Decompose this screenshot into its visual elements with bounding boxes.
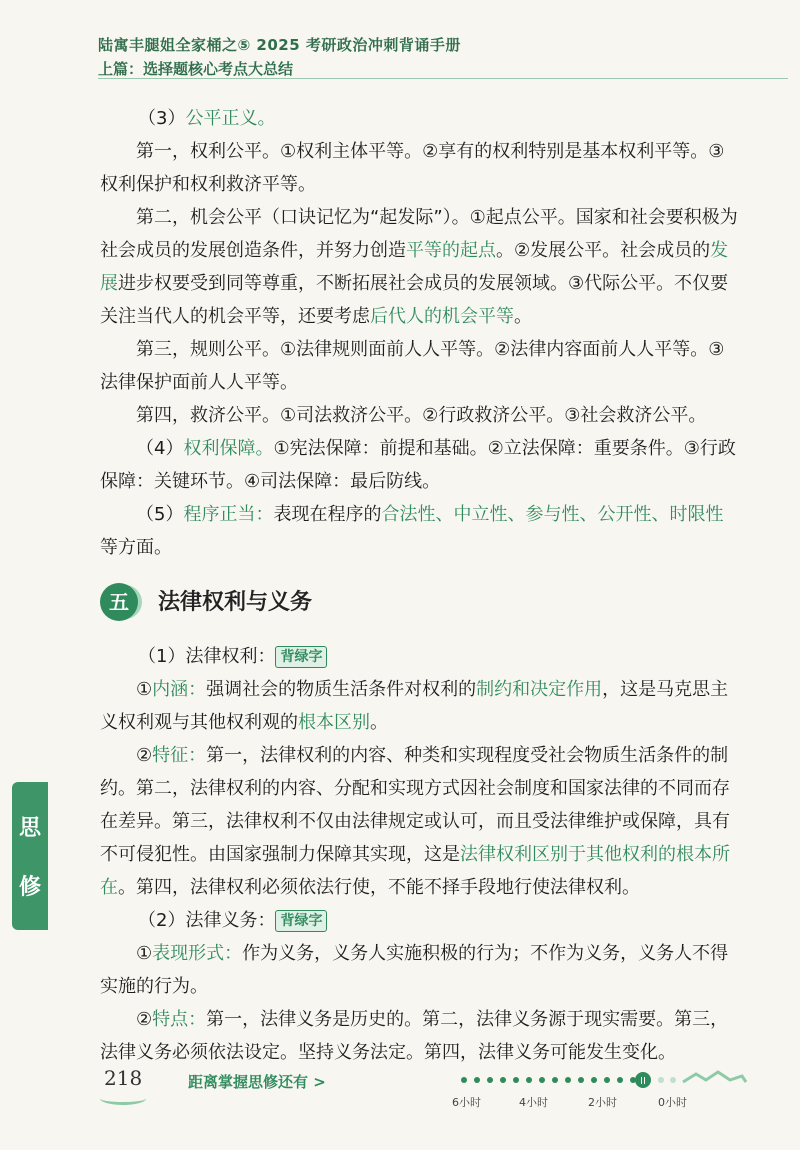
paragraph (100, 673, 740, 739)
page-number-swoosh (100, 1092, 146, 1105)
highlight: 特点： (152, 1009, 207, 1030)
highlight: 表现形式： (152, 943, 243, 964)
highlight: 后代人的机会平等 (370, 306, 514, 327)
item-3-heading (100, 102, 740, 135)
text: 作为义务，义务人实施积极的行为；不作为义务，义务人不得实施的行为。 (100, 943, 729, 997)
text: 表现在程序的 (273, 504, 382, 525)
subject-tab-char: 思 (18, 816, 41, 841)
subject-tab-char: 修 (18, 875, 41, 900)
progress-dots (461, 1077, 636, 1083)
progress-marker (635, 1072, 651, 1088)
text: 进步权要受到同等尊重，不断拓展社会成员的发展领域。③代际公平。不仅要关注当代人的机会平等，还要考虑 (100, 273, 729, 327)
highlight: 特征： (152, 745, 207, 766)
item-number: （4） (136, 438, 184, 459)
highlight: 合法性、中立性、参与性、公开性、时限性 (381, 504, 724, 525)
paragraph (100, 937, 740, 1003)
item-title: 程序正当： (183, 504, 274, 525)
page-body (100, 102, 740, 1069)
text: 。第四，法律权利必须依法行使，不能不择手段地行使法律权利。 (118, 877, 640, 898)
paragraph (100, 739, 740, 904)
item-title: 公平正义。 (185, 108, 276, 129)
highlight: 平等的起点 (406, 240, 496, 261)
mountain-icon (683, 1072, 746, 1082)
time-label: 0小时 (658, 1096, 687, 1109)
paragraph: 第一，权利公平。①权利主体平等。②享有的权利特别是基本权利平等。③权利保护和权利救济平等。 (100, 141, 725, 195)
memorize-tag: 背绿字 (275, 646, 327, 668)
time-label: 2小时 (588, 1096, 617, 1109)
chapter-title: 上篇：选择题核心考点大总结 (98, 60, 294, 78)
header-divider (98, 78, 788, 79)
subsection-label: （1）法律权利： (138, 646, 276, 667)
highlight: 发展 (100, 240, 729, 294)
book-title: 陆寓丰腿姐全家桶之⑤ 2025 考研政治冲刺背诵手册 (98, 36, 461, 54)
paragraph (100, 201, 740, 333)
remaining-dots (658, 1077, 676, 1083)
subsection-heading (100, 640, 740, 673)
highlight: 内涵： (152, 679, 207, 700)
item-4-paragraph (100, 432, 740, 498)
time-label: 4小时 (519, 1096, 548, 1109)
time-label: 6小时 (452, 1096, 481, 1109)
text: 等方面。 (100, 537, 172, 558)
text: 第二，机会公平（口诀记忆为“起发际”）。①起点公平。国家和社会要积极为社会成员的发展创造条件，并努力创造 (100, 207, 738, 261)
section-number-badge: 五 (100, 583, 138, 621)
subject-tab (12, 782, 48, 930)
section-heading (100, 582, 740, 622)
subsection-label: （2）法律义务： (138, 910, 276, 931)
progress-marker-label: II (640, 1076, 646, 1087)
text: 。 (370, 712, 388, 733)
page-number: 218 (104, 1066, 143, 1090)
text: 。 (514, 306, 532, 327)
text: ，这是马克思主义权利观与其他权利观的 (100, 679, 729, 733)
text: 第一，法律义务是历史的。第二，法律义务源于现实需要。第三，法律义务必须依法设定。坚持义务法定。第四，法律义务可能发生变化。 (100, 1009, 729, 1063)
text: ② (136, 1009, 153, 1030)
item-number: （3） (138, 108, 186, 129)
highlight: 法律权利区别于其他权利的根本所在 (100, 844, 730, 898)
text: ① (136, 679, 153, 700)
paragraph (100, 1003, 740, 1069)
memorize-tag: 背绿字 (275, 910, 327, 932)
progress-prompt: 距离掌握思修还有 > (188, 1073, 326, 1091)
item-title: 权利保障。 (183, 438, 274, 459)
paragraph: 第三，规则公平。①法律规则面前人人平等。②法律内容面前人人平等。③法律保护面前人人平等。 (100, 339, 725, 393)
paragraph: 第四，救济公平。①司法救济公平。②行政救济公平。③社会救济公平。 (136, 405, 707, 426)
item-5-paragraph (100, 498, 740, 564)
text: ② (136, 745, 153, 766)
text: 第一，法律权利的内容、种类和实现程度受社会物质生活条件的制约。第二，法律权利的内容、分配和实现方式因社会制度和国家法律的不同而存在差异。第三，法律权利不仅由法律规定或认可，而且受法律维护或保障，具有不可侵犯性。由国家强制力保障其实现，这是 (100, 745, 730, 865)
text: 。②发展公平。社会成员的 (496, 240, 711, 261)
item-number: （5） (136, 504, 184, 525)
highlight: 根本区别 (298, 712, 370, 733)
text: ① (136, 943, 153, 964)
text: ①宪法保障：前提和基础。②立法保障：重要条件。③行政保障：关键环节。④司法保障：最后防线。 (100, 438, 736, 492)
subsection-heading (100, 904, 740, 937)
section-title: 法律权利与义务 (158, 589, 313, 615)
text: 强调社会的物质生活条件对权利的 (206, 679, 477, 700)
highlight: 制约和决定作用 (476, 679, 603, 700)
